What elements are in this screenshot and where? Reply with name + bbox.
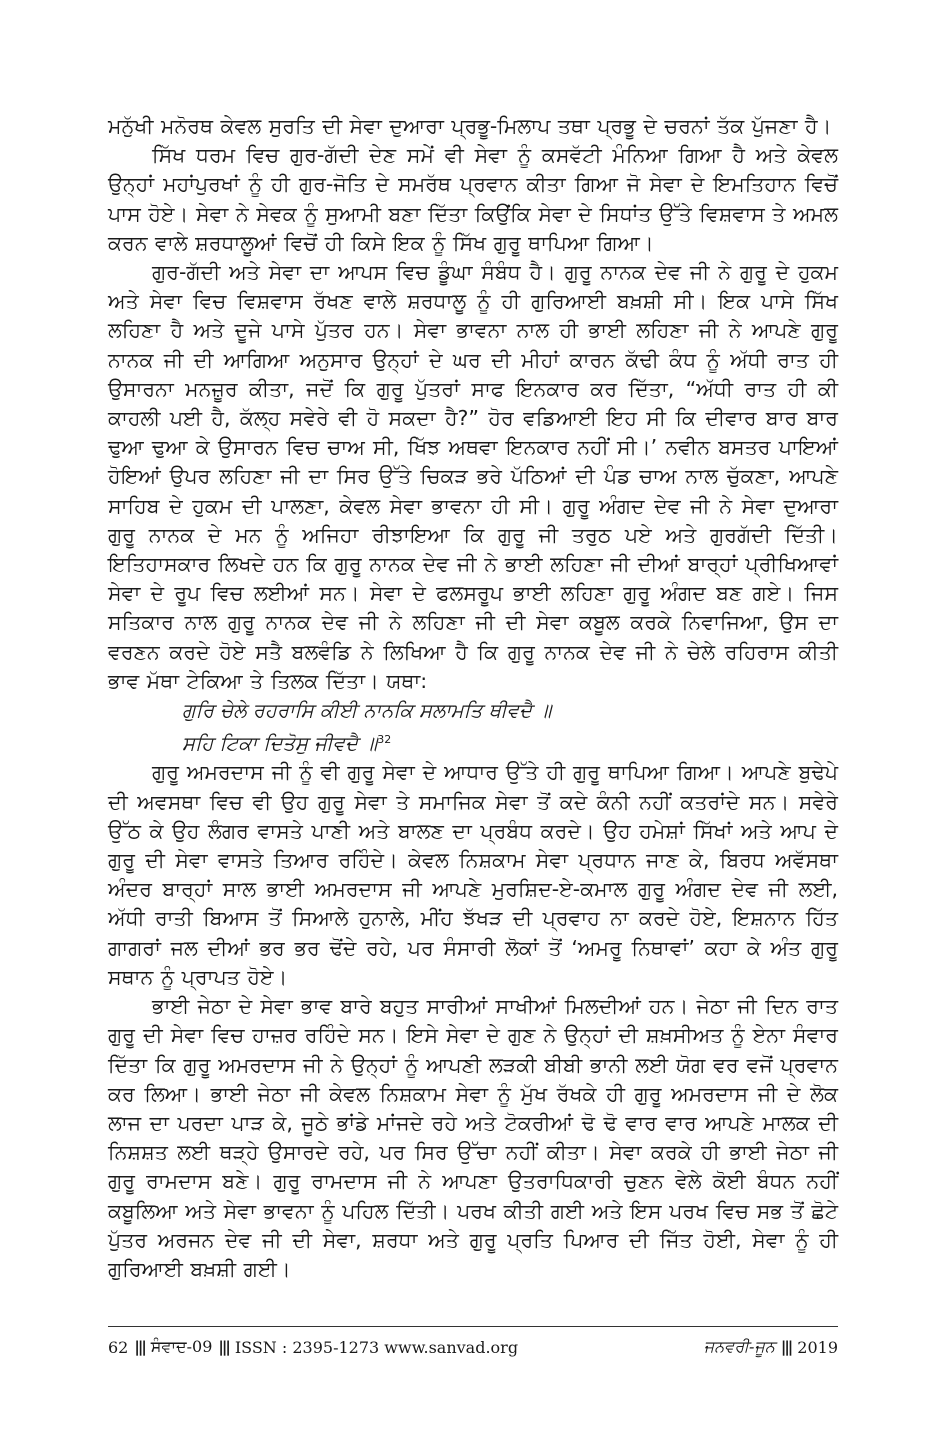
paragraph: ਮਨੁੱਖੀ ਮਨੋਰਥ ਕੇਵਲ ਸੁਰਤਿ ਦੀ ਸੇਵਾ ਦੁਆਰਾ ਪ੍ਰਭੂ-ਮਿਲਾਪ ਤਥਾ ਪ੍ਰਭੂ ਦੇ ਚਰਨਾਂ ਤੱਕ ਪੁੱਜਣਾ ਹੈ। xyxy=(108,114,832,138)
separator-bars: ||| xyxy=(218,1338,229,1356)
verse-text: ਸਹਿ ਟਿਕਾ ਦਿਤੋਸੁ ਜੀਵਦੈ ॥ xyxy=(182,732,378,756)
paragraph: ਭਾਈ ਜੇਠਾ ਦੇ ਸੇਵਾ ਭਾਵ ਬਾਰੇ ਬਹੁਤ ਸਾਰੀਆਂ ਸਾਖੀਆਂ ਮਿਲਦੀਆਂ ਹਨ। ਜੇਠਾ ਜੀ ਦਿਨ ਰਾਤ ਗੁਰੂ ਦੀ ਸੇਵਾ ਵਿਚ ਹਾਜ਼ਰ ਰਹਿੰਦੇ ਸਨ। ਇਸੇ ਸੇਵਾ ਦੇ ਗੁਣ ਨੇ ਉਨ੍ਹਾਂ ਦੀ ਸ਼ਖ਼ਸੀਅਤ ਨੂੰ ਏਨਾ ਸੰਵਾਰ ਦਿੱਤਾ ਕਿ ਗੁਰੂ ਅਮਰਦਾਸ ਜੀ ਨੇ ਉਨ੍ਹਾਂ ਨੂੰ ਆਪਣੀ ਲੜਕੀ ਬੀਬੀ ਭਾਨੀ ਲਈ ਯੋਗ ਵਰ ਵਜੋਂ ਪ੍ਰਵਾਨ ਕਰ ਲਿਆ। ਭਾਈ ਜੇਠਾ ਜੀ ਕੇਵਲ ਨਿਸ਼ਕਾਮ ਸੇਵਾ ਨੂੰ ਮੁੱਖ ਰੱਖਕੇ ਹੀ ਗੁਰੂ ਅਮਰਦਾਸ ਜੀ ਦੇ ਲੋਕ ਲਾਜ ਦਾ ਪਰਦਾ ਪਾੜ ਕੇ, ਜੂਠੇ ਭਾਂਡੇ ਮਾਂਜਦੇ ਰਹੇ ਅਤੇ ਟੋਕਰੀਆਂ ਢੋ ਢੋ ਵਾਰ ਵਾਰ ਆਪਣੇ ਮਾਲਕ ਦੀ ਨਿਸ਼ਸ਼ਤ ਲਈ ਥੜ੍ਹੇ ਉਸਾਰਦੇ ਰਹੇ, ਪਰ ਸਿਰ ਉੱਚਾ ਨਹੀਂ ਕੀਤਾ। ਸੇਵਾ ਕਰਕੇ ਹੀ ਭਾਈ ਜੇਠਾ ਜੀ ਗੁਰੂ ਰਾਮਦਾਸ ਬਣੇ। ਗੁਰੂ ਰਾਮਦਾਸ ਜੀ ਨੇ ਆਪਣਾ ਉਤਰਾਧਿਕਾਰੀ ਚੁਣਨ ਵੇਲੇ ਕੋਈ ਬੰਧਨ ਨਹੀਂ ਕਬੂਲਿਆ ਅਤੇ ਸੇਵਾ ਭਾਵਨਾ ਨੂੰ ਪਹਿਲ ਦਿੱਤੀ। ਪਰਖ ਕੀਤੀ ਗਈ ਅਤੇ ਇਸ ਪਰਖ ਵਿਚ ਸਭ ਤੋਂ ਛੋਟੇ ਪੁੱਤਰ ਅਰਜਨ ਦੇਵ ਜੀ ਦੀ ਸੇਵਾ, ਸ਼ਰਧਾ ਅਤੇ ਗੁਰੂ ਪ੍ਰਤਿ ਪਿਆਰ ਦੀ ਜਿੱਤ ਹੋਈ, ਸੇਵਾ ਨੂੰ ਹੀ ਗੁਰਿਆਈ ਬਖ਼ਸ਼ੀ ਗਈ। xyxy=(108,994,838,1281)
footer-right xyxy=(704,1337,838,1357)
footer-left xyxy=(108,1337,518,1357)
issn-and-website: ISSN : 2395-1273 www.sanvad.org xyxy=(234,1337,519,1357)
footnote-reference: 32 xyxy=(377,733,392,747)
paragraph: ਗੁਰੂ ਅਮਰਦਾਸ ਜੀ ਨੂੰ ਵੀ ਗੁਰੂ ਸੇਵਾ ਦੇ ਆਧਾਰ ਉੱਤੇ ਹੀ ਗੁਰੂ ਥਾਪਿਆ ਗਿਆ। ਆਪਣੇ ਬੁਢੇਪੇ ਦੀ ਅਵਸਥਾ ਵਿਚ ਵੀ ਉਹ ਗੁਰੂ ਸੇਵਾ ਤੇ ਸਮਾਜਿਕ ਸੇਵਾ ਤੋਂ ਕਦੇ ਕੰਨੀ ਨਹੀਂ ਕਤਰਾਂਦੇ ਸਨ। ਸਵੇਰੇ ਉੱਠ ਕੇ ਉਹ ਲੰਗਰ ਵਾਸਤੇ ਪਾਣੀ ਅਤੇ ਬਾਲਣ ਦਾ ਪ੍ਰਬੰਧ ਕਰਦੇ। ਉਹ ਹਮੇਸ਼ਾਂ ਸਿੱਖਾਂ ਅਤੇ ਆਪ ਦੇ ਗੁਰੂ ਦੀ ਸੇਵਾ ਵਾਸਤੇ ਤਿਆਰ ਰਹਿੰਦੇ। ਕੇਵਲ ਨਿਸ਼ਕਾਮ ਸੇਵਾ ਪ੍ਰਧਾਨ ਜਾਣ ਕੇ, ਬਿਰਧ ਅਵੱਸਥਾ ਅੰਦਰ ਬਾਰ੍ਹਾਂ ਸਾਲ ਭਾਈ ਅਮਰਦਾਸ ਜੀ ਆਪਣੇ ਮੁਰਸ਼ਿਦ-ਏ-ਕਮਾਲ ਗੁਰੂ ਅੰਗਦ ਦੇਵ ਜੀ ਲਈ, ਅੱਧੀ ਰਾਤੀ ਬਿਆਸ ਤੋਂ ਸਿਆਲੇ ਹੁਨਾਲੇ, ਮੀਂਹ ਝੱਖੜ ਦੀ ਪ੍ਰਵਾਹ ਨਾ ਕਰਦੇ ਹੋਏ, ਇਸ਼ਨਾਨ ਹਿੱਤ ਗਾਗਰਾਂ ਜਲ ਦੀਆਂ ਭਰ ਭਰ ਢੋਂਦੇ ਰਹੇ, ਪਰ ਸੰਸਾਰੀ ਲੋਕਾਂ ਤੋਂ ‘ਅਮਰੂ ਨਿਥਾਵਾਂ’ ਕਹਾ ਕੇ ਅੰਤ ਗੁਰੂ ਸਥਾਨ ਨੂੰ ਪ੍ਰਾਪਤ ਹੋਏ। xyxy=(108,760,838,989)
verse-text: ਗੁਰਿ ਚੇਲੇ ਰਹਰਾਸਿ ਕੀਈ ਨਾਨਕਿ ਸਲਾਮਤਿ ਥੀਵਦੈ ॥ xyxy=(182,699,552,723)
paragraph: ਗੁਰ-ਗੱਦੀ ਅਤੇ ਸੇਵਾ ਦਾ ਆਪਸ ਵਿਚ ਡੂੰਘਾ ਸੰਬੰਧ ਹੈ। ਗੁਰੂ ਨਾਨਕ ਦੇਵ ਜੀ ਨੇ ਗੁਰੂ ਦੇ ਹੁਕਮ ਅਤੇ ਸੇਵਾ ਵਿਚ ਵਿਸ਼ਵਾਸ ਰੱਖਣ ਵਾਲੇ ਸ਼ਰਧਾਲੂ ਨੂੰ ਹੀ ਗੁਰਿਆਈ ਬਖ਼ਸ਼ੀ ਸੀ। ਇਕ ਪਾਸੇ ਸਿੱਖ ਲਹਿਣਾ ਹੈ ਅਤੇ ਦੂਜੇ ਪਾਸੇ ਪੁੱਤਰ ਹਨ। ਸੇਵਾ ਭਾਵਨਾ ਨਾਲ ਹੀ ਭਾਈ ਲਹਿਣਾ ਜੀ ਨੇ ਆਪਣੇ ਗੁਰੂ ਨਾਨਕ ਜੀ ਦੀ ਆਗਿਆ ਅਨੁਸਾਰ ਉਨ੍ਹਾਂ ਦੇ ਘਰ ਦੀ ਮੀਹਾਂ ਕਾਰਨ ਕੱਢੀ ਕੰਧ ਨੂੰ ਅੱਧੀ ਰਾਤ ਹੀ ਉਸਾਰਨਾ ਮਨਜ਼ੂਰ ਕੀਤਾ, ਜਦੋਂ ਕਿ ਗੁਰੂ ਪੁੱਤਰਾਂ ਸਾਫ ਇਨਕਾਰ ਕਰ ਦਿੱਤਾ, “ਅੱਧੀ ਰਾਤ ਹੀ ਕੀ ਕਾਹਲੀ ਪਈ ਹੈ, ਕੱਲ੍ਹ ਸਵੇਰੇ ਵੀ ਹੋ ਸਕਦਾ ਹੈ?” ਹੋਰ ਵਡਿਆਈ ਇਹ ਸੀ ਕਿ ਦੀਵਾਰ ਬਾਰ ਬਾਰ ਢੁਆ ਢੁਆ ਕੇ ਉਸਾਰਨ ਵਿਚ ਚਾਅ ਸੀ, ਖਿੱਝ ਅਥਵਾ ਇਨਕਾਰ ਨਹੀਂ ਸੀ।’ ਨਵੀਨ ਬਸਤਰ ਪਾਇਆਂ ਹੋਇਆਂ ਉਪਰ ਲਹਿਣਾ ਜੀ ਦਾ ਸਿਰ ਉੱਤੇ ਚਿਕੜ ਭਰੇ ਪੱਠਿਆਂ ਦੀ ਪੰਡ ਚਾਅ ਨਾਲ ਚੁੱਕਣਾ, ਆਪਣੇ ਸਾਹਿਬ ਦੇ ਹੁਕਮ ਦੀ ਪਾਲਣਾ, ਕੇਵਲ ਸੇਵਾ ਭਾਵਨਾ ਹੀ ਸੀ। ਗੁਰੂ ਅੰਗਦ ਦੇਵ ਜੀ ਨੇ ਸੇਵਾ ਦੁਆਰਾ ਗੁਰੂ ਨਾਨਕ ਦੇ ਮਨ ਨੂੰ ਅਜਿਹਾ ਰੀਝਾਇਆ ਕਿ ਗੁਰੂ ਜੀ ਤਰੁਠ ਪਏ ਅਤੇ ਗੁਰਗੱਦੀ ਦਿੱਤੀ। ਇਤਿਹਾਸਕਾਰ ਲਿਖਦੇ ਹਨ ਕਿ ਗੁਰੂ ਨਾਨਕ ਦੇਵ ਜੀ ਨੇ ਭਾਈ ਲਹਿਣਾ ਜੀ ਦੀਆਂ ਬਾਰ੍ਹਾਂ ਪ੍ਰੀਖਿਆਵਾਂ ਸੇਵਾ ਦੇ ਰੂਪ ਵਿਚ ਲਈਆਂ ਸਨ। ਸੇਵਾ ਦੇ ਫਲਸਰੂਪ ਭਾਈ ਲਹਿਣਾ ਗੁਰੂ ਅੰਗਦ ਬਣ ਗਏ। ਜਿਸ ਸਤਿਕਾਰ ਨਾਲ ਗੁਰੂ ਨਾਨਕ ਦੇਵ ਜੀ ਨੇ ਲਹਿਣਾ ਜੀ ਦੀ ਸੇਵਾ ਕਬੂਲ ਕਰਕੇ ਨਿਵਾਜਿਆ, ਉਸ ਦਾ ਵਰਣਨ ਕਰਦੇ ਹੋਏ ਸਤੈ ਬਲਵੰਡਿ ਨੇ ਲਿਖਿਆ ਹੈ ਕਿ ਗੁਰੂ ਨਾਨਕ ਦੇਵ ਜੀ ਨੇ ਚੇਲੇ ਰਹਿਰਾਸ ਕੀਤੀ ਭਾਵ ਮੱਥਾ ਟੇਕਿਆ ਤੇ ਤਿਲਕ ਦਿੱਤਾ। ਯਥਾ: xyxy=(108,260,838,693)
page-footer xyxy=(108,1326,838,1357)
article-body xyxy=(108,112,838,1284)
issue-year: 2019 xyxy=(797,1337,838,1357)
verse-line xyxy=(108,696,838,725)
separator-bars: ||| xyxy=(780,1338,792,1356)
page-number: 62 xyxy=(108,1337,129,1357)
issue-months: ਜਨਵਰੀ-ਜੂਨ xyxy=(703,1337,775,1356)
separator-bars: ||| xyxy=(134,1338,145,1356)
journal-name: ਸੰਵਾਦ-09 xyxy=(150,1337,213,1356)
paragraph: ਸਿੱਖ ਧਰਮ ਵਿਚ ਗੁਰ-ਗੱਦੀ ਦੇਣ ਸਮੇਂ ਵੀ ਸੇਵਾ ਨੂੰ ਕਸਵੱਟੀ ਮੰਨਿਆ ਗਿਆ ਹੈ ਅਤੇ ਕੇਵਲ ਉਨ੍ਹਾਂ ਮਹਾਂਪੁਰਖਾਂ ਨੂੰ ਹੀ ਗੁਰ-ਜੋਤਿ ਦੇ ਸਮਰੱਥ ਪ੍ਰਵਾਨ ਕੀਤਾ ਗਿਆ ਜੋ ਸੇਵਾ ਦੇ ਇਮਤਿਹਾਨ ਵਿਚੋਂ ਪਾਸ ਹੋਏ। ਸੇਵਾ ਨੇ ਸੇਵਕ ਨੂੰ ਸੁਆਮੀ ਬਣਾ ਦਿੱਤਾ ਕਿਉਂਕਿ ਸੇਵਾ ਦੇ ਸਿਧਾਂਤ ਉੱਤੇ ਵਿਸ਼ਵਾਸ ਤੇ ਅਮਲ ਕਰਨ ਵਾਲੇ ਸ਼ਰਧਾਲੂਆਂ ਵਿਚੋਂ ਹੀ ਕਿਸੇ ਇਕ ਨੂੰ ਸਿੱਖ ਗੁਰੂ ਥਾਪਿਆ ਗਿਆ। xyxy=(108,143,838,255)
verse-line xyxy=(108,725,838,758)
